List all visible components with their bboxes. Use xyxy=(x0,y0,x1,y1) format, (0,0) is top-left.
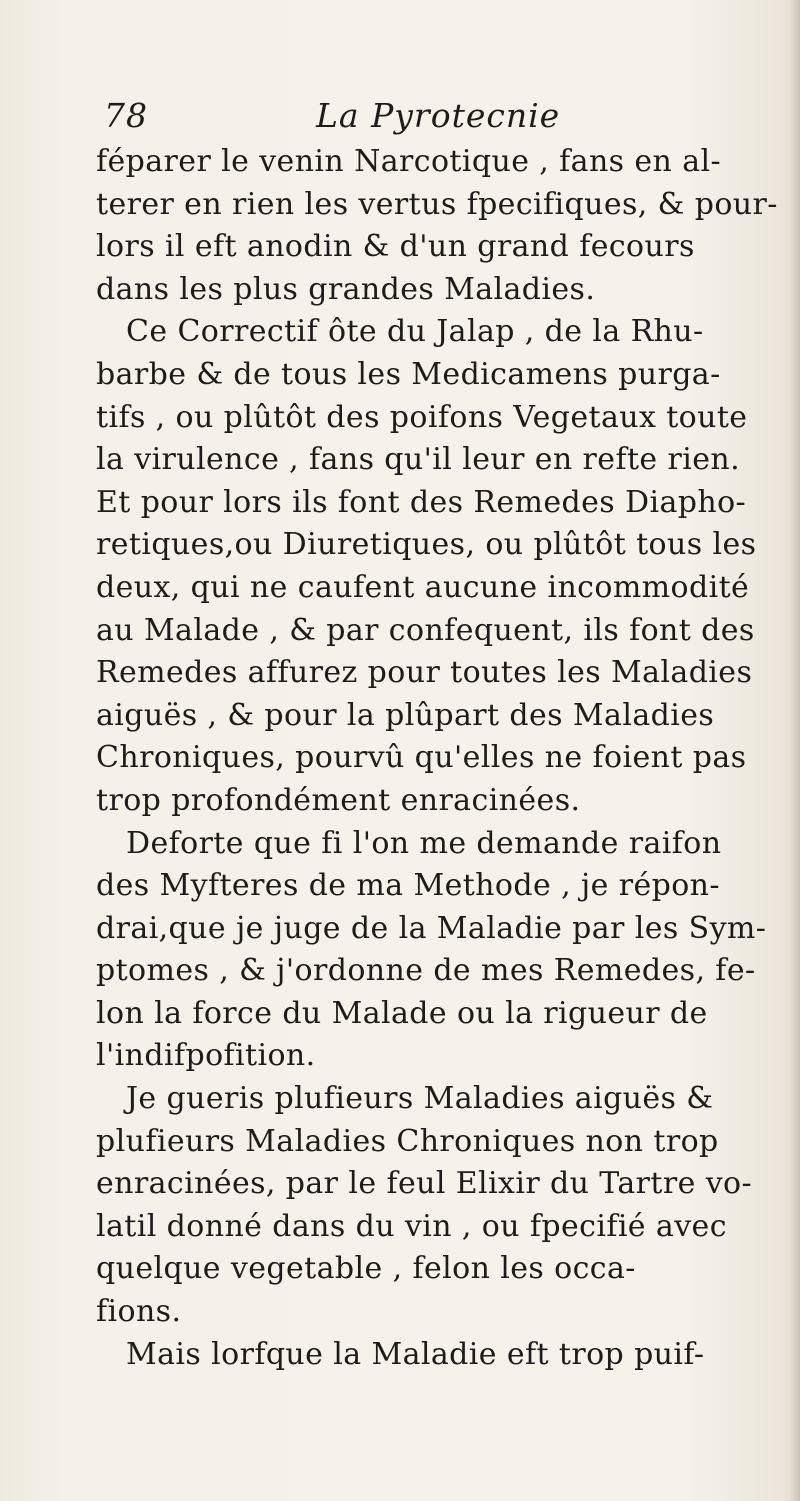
page-number: 78 xyxy=(104,96,148,135)
text-line: fions. xyxy=(96,1294,182,1330)
text-line: la virulence , fans qu'il leur en refte rien. xyxy=(96,442,741,478)
paragraph-start-line: Mais lorfque la Maladie eft trop puif- xyxy=(126,1336,705,1372)
text-line: enracinées, par le feul Elixir du Tartre vo- xyxy=(96,1166,753,1202)
text-line: quelque vegetable , felon les occa- xyxy=(96,1251,636,1287)
text-line: Et pour lors ils font des Remedes Diapho- xyxy=(96,484,747,520)
text-line: Chroniques, pourvû qu'elles ne foient pas xyxy=(96,740,747,776)
text-line: lors il eft anodin & d'un grand fecours xyxy=(96,229,695,265)
text-line: lon la force du Malade ou la rigueur de xyxy=(96,995,708,1031)
text-line: des Myfteres de ma Methode , je répon- xyxy=(96,868,720,904)
text-line: retiques,ou Diuretiques, ou plûtôt tous les xyxy=(96,527,757,563)
text-line: ptomes , & j'ordonne de mes Remedes, fe- xyxy=(96,953,756,989)
text-line: Remedes affurez pour toutes les Maladies xyxy=(96,655,753,691)
text-line: deux, qui ne caufent aucune incommodité xyxy=(96,569,750,605)
running-title: La Pyrotecnie xyxy=(316,96,561,135)
text-line: au Malade , & par confequent, ils font des xyxy=(96,612,755,648)
paragraph-start-line: Deforte que fi l'on me demande raifon xyxy=(126,825,722,861)
text-line: l'indifpofition. xyxy=(96,1038,316,1074)
text-line: terer en rien les vertus fpecifiques, & pour- xyxy=(96,186,778,222)
paragraph-start-line: Je gueris plufieurs Maladies aiguës & xyxy=(126,1081,714,1117)
body-text xyxy=(96,141,796,1376)
text-line: drai,que je juge de la Maladie par les Sym- xyxy=(96,910,767,946)
text-line: plufieurs Maladies Chroniques non trop xyxy=(96,1123,719,1159)
text-line: barbe & de tous les Medicamens purga- xyxy=(96,356,721,392)
page-header xyxy=(104,96,704,146)
text-line: trop profondément enracinées. xyxy=(96,782,581,818)
text-line: latil donné dans du vin , ou fpecifié avec xyxy=(96,1208,727,1244)
text-line: tifs , ou plûtôt des poifons Vegetaux toute xyxy=(96,399,748,435)
text-line: dans les plus grandes Maladies. xyxy=(96,271,596,307)
text-line: féparer le venin Narcotique , fans en al- xyxy=(96,144,722,179)
text-line: aiguës , & pour la plûpart des Maladies xyxy=(96,697,715,733)
paragraph-start-line: Ce Correctif ôte du Jalap , de la Rhu- xyxy=(126,314,704,350)
